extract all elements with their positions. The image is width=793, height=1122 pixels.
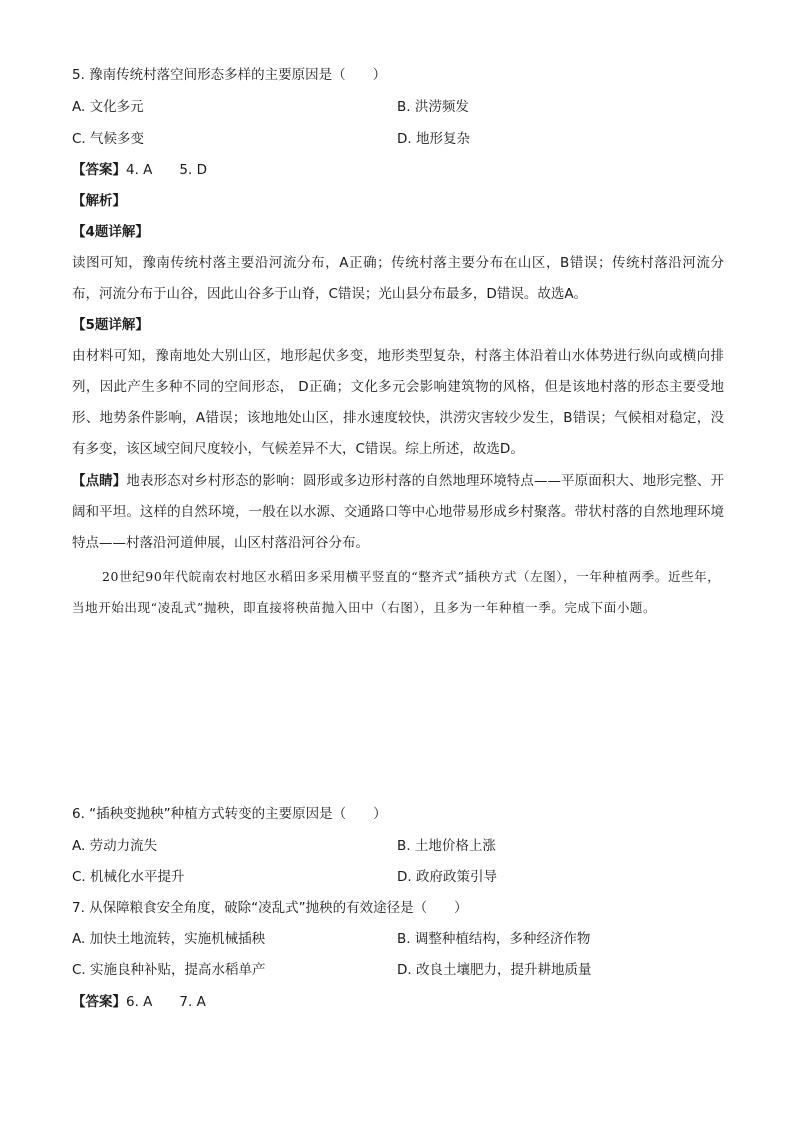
q7-option-a: A. 加快土地流转，实施机械插秧 <box>72 931 266 947</box>
q6-option-b: B. 土地价格上涨 <box>397 838 496 854</box>
q6-option-d: D. 政府政策引导 <box>397 869 497 885</box>
figure-area <box>72 650 722 790</box>
question-7-stem: 7. 从保障粮食安全角度，破除“凌乱式”抛秧的有效途径是（ ） <box>72 900 468 916</box>
answer-6-7 <box>72 992 206 1012</box>
q7-option-c: C. 实施良种补贴，提高水稻单产 <box>72 962 266 978</box>
detail-4-text: 读图可知，豫南传统村落主要沿河流分布，A正确；传统村落主要分布在山区，B错误；传统村落沿河流分布，河流分布于山谷，因此山谷多于山脊，C错误；光山县分布最多，D错误。故选A。 <box>72 255 724 302</box>
material-passage: 20世纪90年代皖南农村地区水稻田多采用横平竖直的“整齐式”插秧方式（左图），一年种植两季。近些年，当地开始出现“凌乱式”抛秧，即直接将秧苗抛入田中（右图），且多为一年种植一季。完成下面小题。 <box>72 569 721 615</box>
question-6-stem: 6. “插秧变抛秧”种植方式转变的主要原因是（ ） <box>72 806 387 822</box>
answer-text: 4. A 5. D <box>126 162 207 178</box>
q5-option-c: C. 气候多变 <box>72 131 145 147</box>
tip-tag: 【点睛】 <box>72 473 127 489</box>
question-5-stem: 5. 豫南传统村落空间形态多样的主要原因是（ ） <box>72 67 387 83</box>
q7-option-b: B. 调整种植结构，多种经济作物 <box>397 931 591 947</box>
detail-5-text: 由材料可知，豫南地处大别山区，地形起伏多变，地形类型复杂，村落主体沿着山水体势进行纵向或横向排列，因此产生多种不同的空间形态， D正确；文化多元会影响建筑物的风格，但是该地村落的形态主要受地形、地势条件影响，A错误；该地地处山区，排水速度较快，洪涝灾害较少发生，B错误；气候相对稳定，没有多变，该区域空间尺度较小，气候差异不大，C错误。综上所述，故选D。 <box>72 348 724 457</box>
answer-tag-2: 【答案】 <box>72 994 126 1010</box>
answer-tag: 【答案】 <box>72 162 126 178</box>
q6-option-a: A. 劳动力流失 <box>72 838 158 854</box>
analysis-heading: 【解析】 <box>72 193 126 209</box>
q5-option-a: A. 文化多元 <box>72 99 144 115</box>
answer-text-2: 6. A 7. A <box>126 994 206 1010</box>
q7-option-d: D. 改良土壤肥力，提升耕地质量 <box>397 962 592 978</box>
q6-option-c: C. 机械化水平提升 <box>72 869 185 885</box>
answer-4-5 <box>72 160 207 180</box>
detail-5-heading: 【5题详解】 <box>72 317 149 333</box>
detail-4-heading: 【4题详解】 <box>72 224 149 240</box>
tip-block <box>72 466 724 559</box>
tip-text: 地表形态对乡村形态的影响：圆形或多边形村落的自然地理环境特点——平原面积大、地形完整、开阔和平坦。这样的自然环境，一般在以水源、交通路口等中心地带易形成乡村聚落。带状村落的自然地理环境特点——村落沿河道伸展，山区村落沿河谷分布。 <box>72 473 725 551</box>
q5-option-b: B. 洪涝频发 <box>397 99 469 115</box>
q5-option-d: D. 地形复杂 <box>397 131 470 147</box>
